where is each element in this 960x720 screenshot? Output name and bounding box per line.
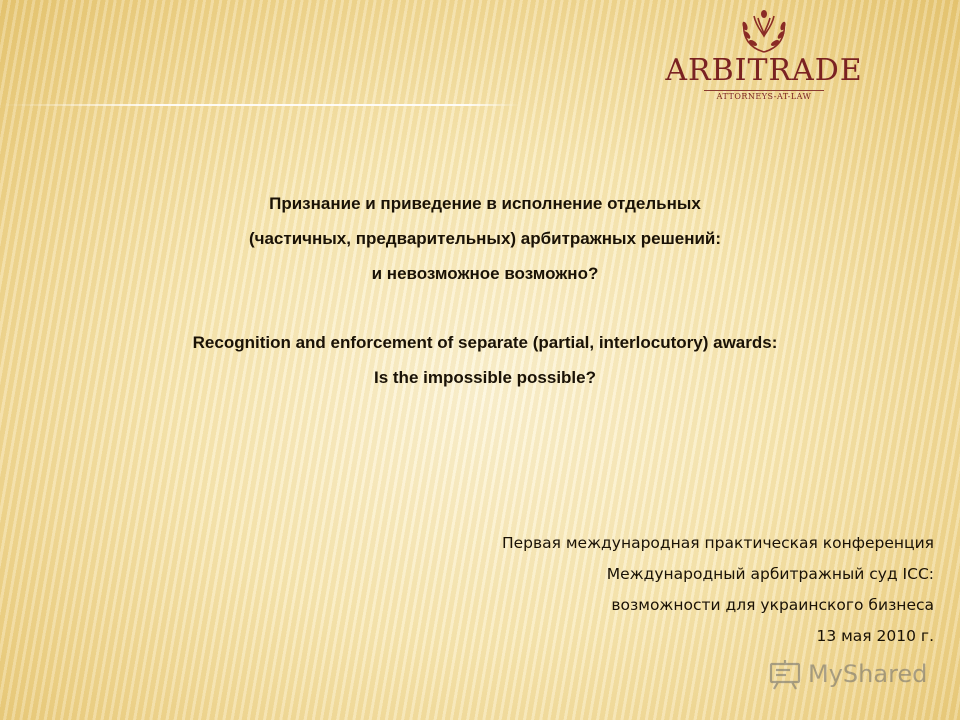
title-en-line-2: Is the impossible possible? [374,368,596,387]
watermark-text: MyShared [808,660,928,688]
conference-date: 13 мая 2010 г. [816,627,934,645]
title-en-line-1: Recognition and enforcement of separate (partial, interlocutory) awards: [192,333,778,352]
arbitrade-logo [664,8,864,104]
logo-subtitle: ATTORNEYS-AT-LAW [716,92,812,101]
logo-name: ARBITRADE [665,53,863,88]
title-ru-line-2: (частичных, предварительных) арбитражных решений: [248,229,722,248]
slide-title [40,186,930,395]
conference-info [420,528,934,652]
top-divider [0,104,520,106]
conference-line-1: Первая международная практическая конференция [501,534,934,552]
title-gap [40,291,930,325]
title-ru-line-1: Признание и приведение в исполнение отдельных [269,194,701,213]
myshared-watermark [768,654,928,694]
presentation-board-icon [768,658,802,690]
conference-line-2: Международный арбитражный суд ICC: [606,565,934,583]
logo-divider [704,90,824,91]
laurel-wreath-icon [732,8,796,56]
conference-line-3: возможности для украинского бизнеса [611,596,934,614]
title-ru-line-3: и невозможное возможно? [371,264,599,283]
